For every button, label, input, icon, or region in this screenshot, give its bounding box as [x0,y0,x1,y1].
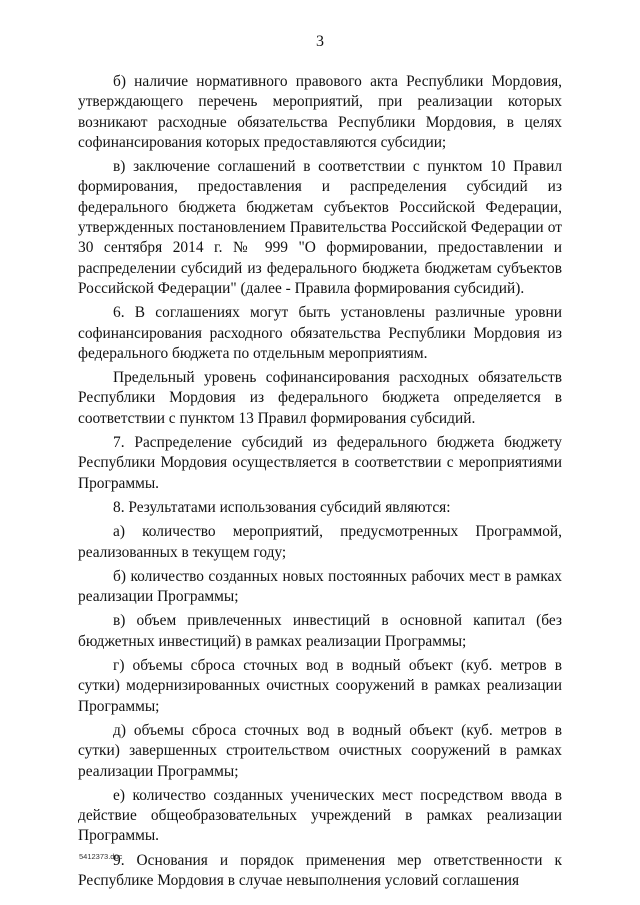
paragraph-e-student-places: е) количество созданных ученических мест посредством ввода в действие общеобразовательных учреждений в рамках реализации Программы. [78,786,562,845]
paragraph-v-agreements: в) заключение соглашений в соответствии с пунктом 10 Правил формирования, предоставления и распределения субсидий из федерального бюджета бюджетам субъектов Российской Федерации, утвержденных постановлением Правительства Российской Федерации от 30 сентября 2014 г. № 999 "О формировании, предоставлении и распределении субсидий из федерального бюджета бюджетам субъектов Российской Федерации" (далее - Правила формирования субсидий). [78,158,562,297]
paragraph-6-cofinancing-levels: 6. В соглашениях могут быть установлены различные уровни софинансирования расходного обязательства Республики Мордовия из федерального бюджета по отдельным мероприятиям. [78,304,562,362]
paragraph-b-new-jobs: б) количество созданных новых постоянных рабочих мест в рамках реализации Программы; [78,567,562,606]
paragraph-9-responsibility: 9. Основания и порядок применения мер ответственности к Республике Мордовия в случае невыполнения условий соглашения [78,851,562,889]
file-name-footer: 5412373.doc [79,852,123,861]
paragraph-d-completed-facilities: д) объемы сброса сточных вод в водный объект (куб. метров в сутки) завершенных строительством очистных сооружений в рамках реализации Программы; [78,721,562,780]
paragraph-b-legal-act: б) наличие нормативного правового акта Республики Мордовия, утверждающего перечень мероприятий, при реализации которых возникают расходные обязательства Республики Мордовия, в целях софинансирования которых предоставляются субсидии; [78,73,562,151]
paragraph-8-results: 8. Результатами использования субсидий являются: [113,498,451,516]
paragraph-max-cofinancing: Предельный уровень софинансирования расходных обязательств Республики Мордовия из федерального бюджета определяется в соответствии с пунктом 13 Правил формирования субсидий. [78,369,562,427]
document-body [78,72,562,891]
paragraph-v-investments: в) объем привлеченных инвестиций в основной капитал (без бюджетных инвестиций) в рамках реализации Программы; [78,612,562,650]
page-number: 3 [316,33,324,50]
paragraph-7-distribution: 7. Распределение субсидий из федерального бюджета бюджету Республики Мордовия осуществляется в соответствии с мероприятиями Программы. [78,434,562,492]
paragraph-g-modernized-facilities: г) объемы сброса сточных вод в водный объект (куб. метров в сутки) модернизированных очистных сооружений в рамках реализации Программы; [78,657,562,715]
paragraph-a-events-count: а) количество мероприятий, предусмотренных Программой, реализованных в текущем году; [78,523,562,561]
